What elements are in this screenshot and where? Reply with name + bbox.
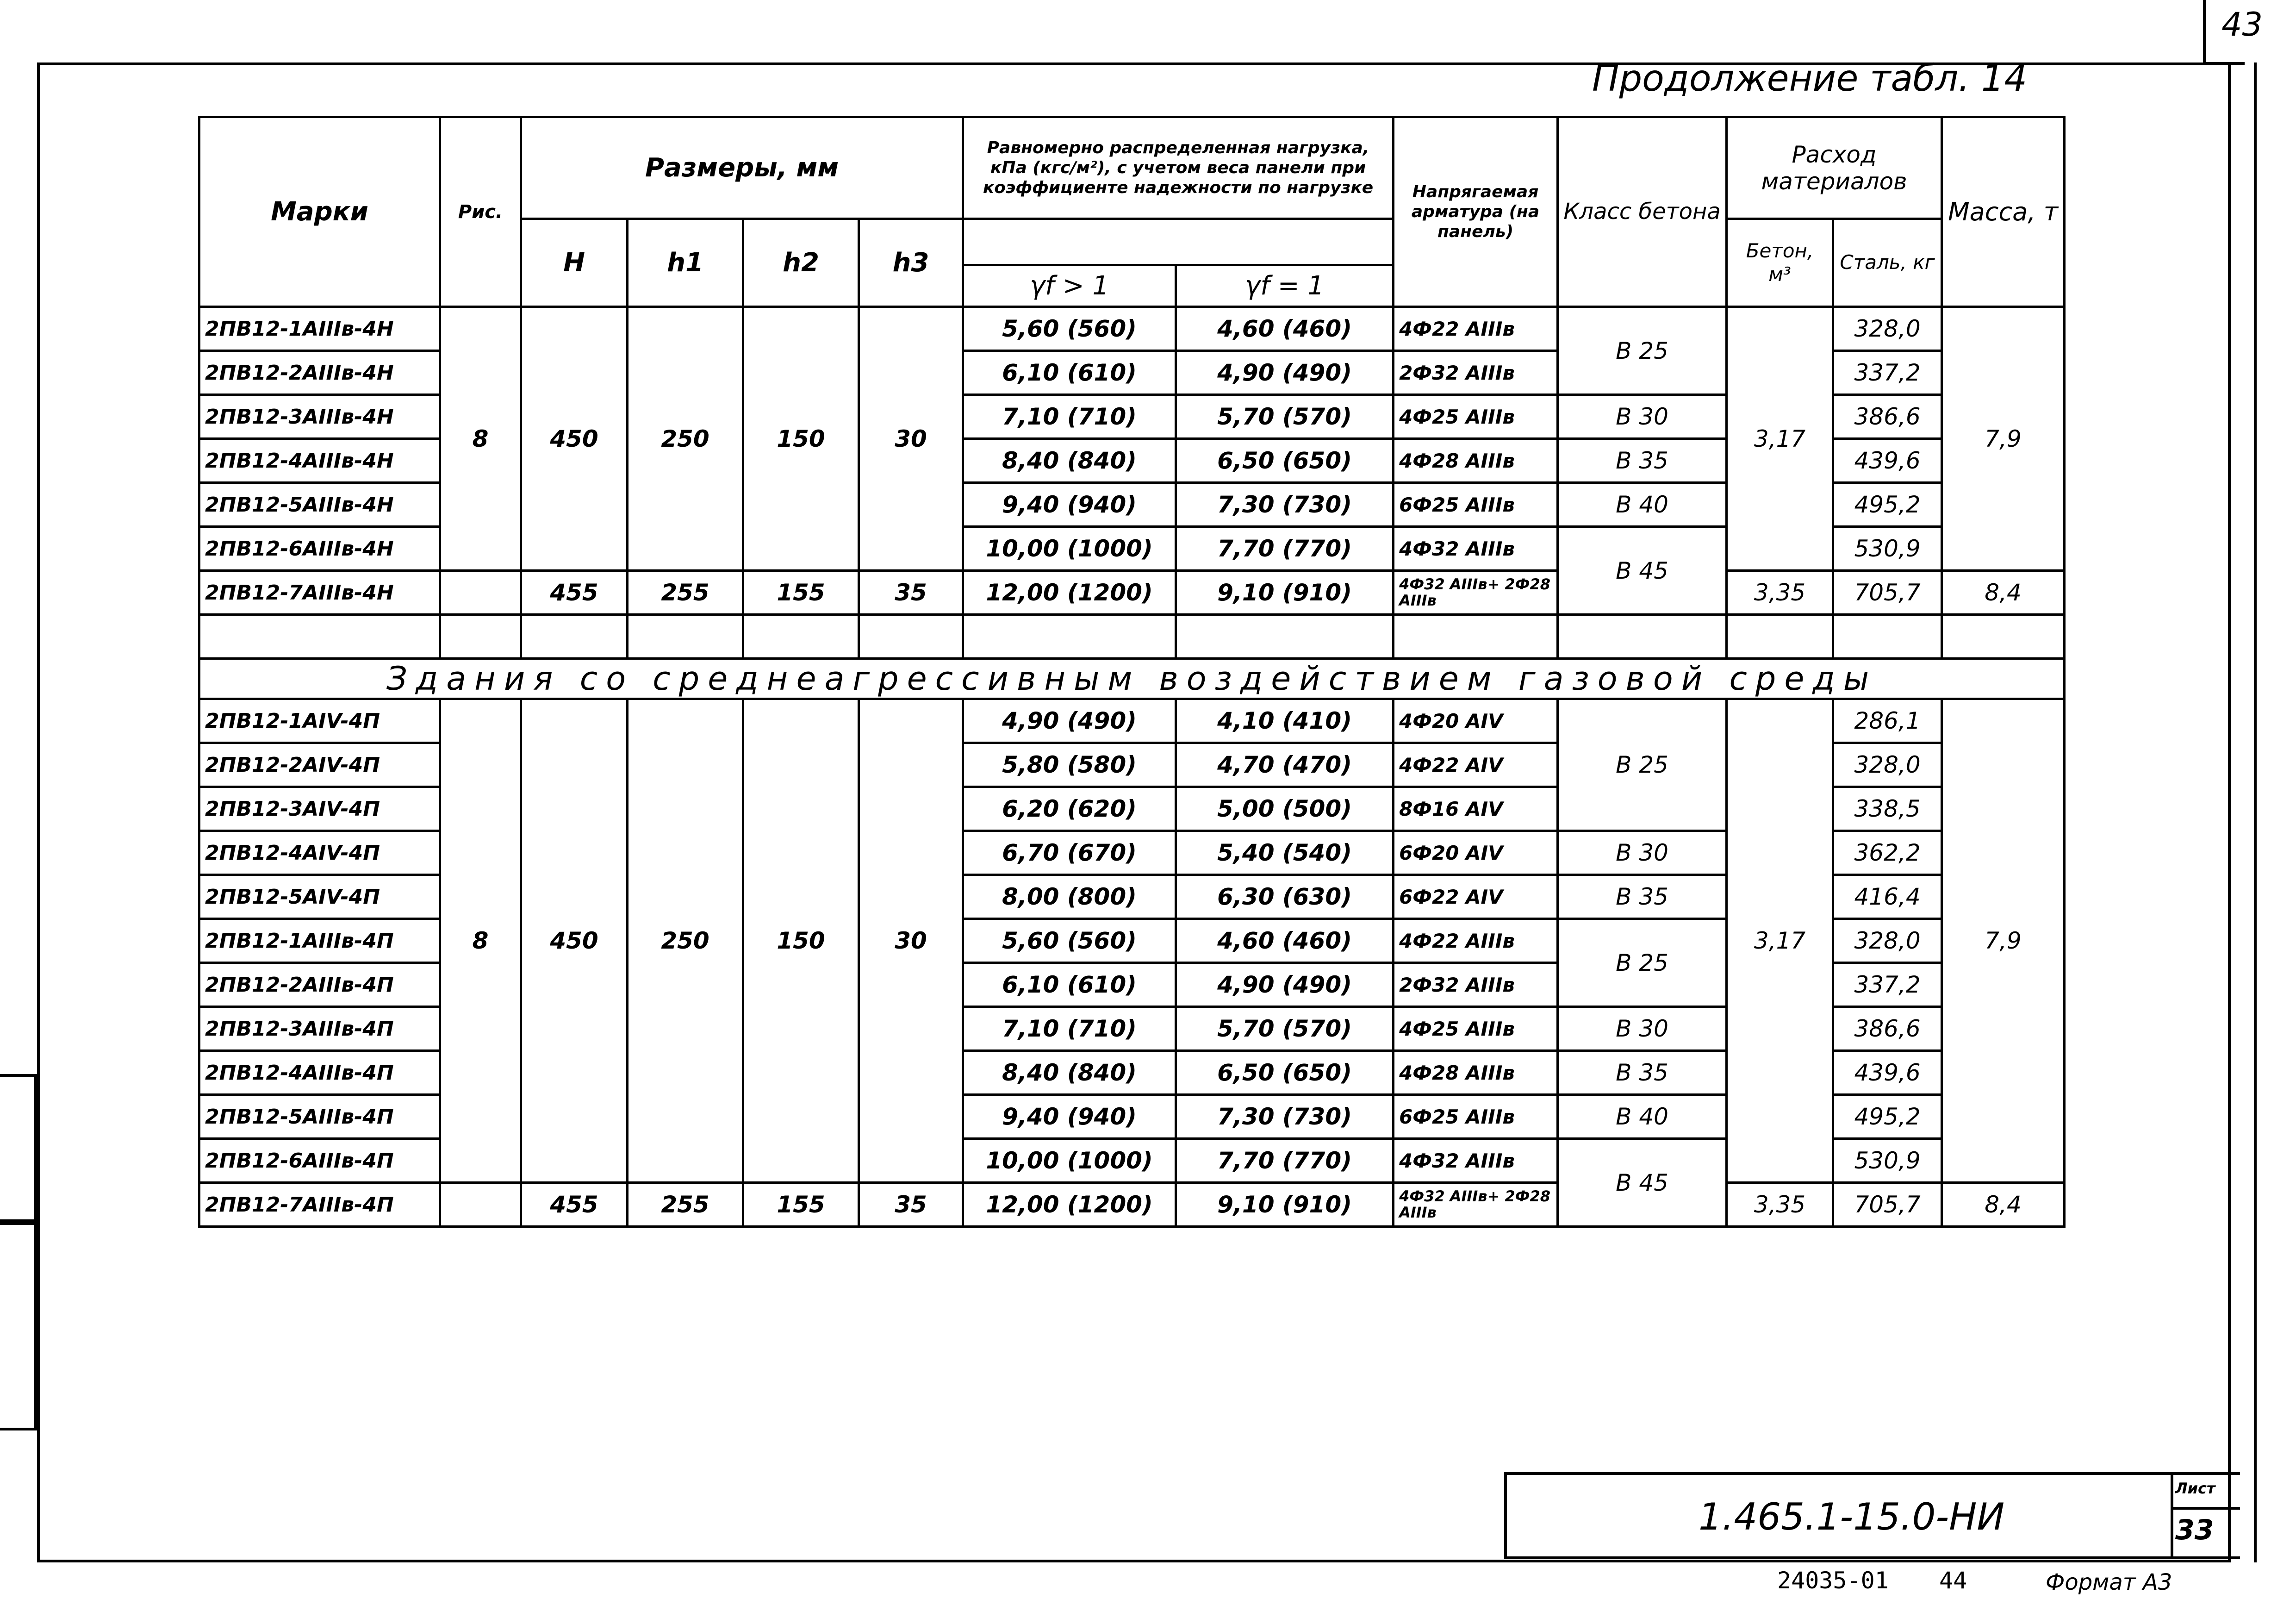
cell-steel: 337,2 [1833, 963, 1942, 1007]
cell-load-eq: 7,30 (730) [1176, 483, 1394, 527]
cell-fig: 8 [440, 307, 521, 571]
cell-steel: 386,6 [1833, 395, 1942, 439]
cell-fig: 8 [440, 699, 521, 1183]
cell-load-gt: 5,80 (580) [963, 743, 1176, 787]
cell-mark: 2ПВ12-2AIIIв-4Н [199, 351, 440, 395]
cell-steel: 495,2 [1833, 1095, 1942, 1139]
cell-mass: 8,4 [1942, 571, 2065, 615]
title-block-hline [2171, 1507, 2240, 1510]
cell-steel: 362,2 [1833, 831, 1942, 875]
cell-reinf: 6Ф22 AIV [1394, 875, 1558, 919]
cell-mark: 2ПВ12-3AIV-4П [199, 787, 440, 831]
cell-load-gt: 12,00 (1200) [963, 1183, 1176, 1227]
cell-mark: 2ПВ12-7AIIIв-4П [199, 1183, 440, 1227]
header-h2: h2 [743, 219, 859, 307]
cell-concrete: В 40 [1558, 483, 1727, 527]
cell-concrete: В 30 [1558, 395, 1727, 439]
cell-h1: 250 [628, 307, 743, 571]
cell-concrete: В 40 [1558, 1095, 1727, 1139]
cell-load-gt: 5,60 (560) [963, 919, 1176, 963]
page-number: 43 [2221, 6, 2263, 44]
cell-concrete: В 30 [1558, 831, 1727, 875]
cell-mark: 2ПВ12-1AIV-4П [199, 699, 440, 743]
cell-mark: 2ПВ12-5AIIIв-4Н [199, 483, 440, 527]
footer-number-44: 44 [1939, 1567, 1967, 1594]
cell-fig-empty [440, 571, 521, 615]
cell-load-eq: 6,50 (650) [1176, 1051, 1394, 1095]
binding-mark-bottom [0, 1222, 37, 1430]
cell-concrete-m3: 3,35 [1727, 571, 1833, 615]
cell-mark: 2ПВ12-6AIIIв-4Н [199, 527, 440, 571]
header-load-spacer [963, 219, 1394, 265]
cell-load-gt: 9,40 (940) [963, 483, 1176, 527]
cell-steel: 337,2 [1833, 351, 1942, 395]
section-title: Здания со среднеагрессивным воздействием газовой среды [199, 659, 2065, 699]
header-H: H [521, 219, 628, 307]
cell-load-eq: 5,70 (570) [1176, 395, 1394, 439]
cell-load-eq: 6,50 (650) [1176, 439, 1394, 483]
cell-mass: 7,9 [1942, 307, 2065, 571]
cell-steel: 328,0 [1833, 919, 1942, 963]
cell-steel: 286,1 [1833, 699, 1942, 743]
cell-load-eq: 6,30 (630) [1176, 875, 1394, 919]
header-steel-kg: Сталь, кг [1833, 219, 1942, 307]
cell-mark: 2ПВ12-7AIIIв-4Н [199, 571, 440, 615]
cell-mark: 2ПВ12-1AIIIв-4П [199, 919, 440, 963]
cell-mark: 2ПВ12-2AIV-4П [199, 743, 440, 787]
cell-steel: 338,5 [1833, 787, 1942, 831]
header-load-gt: γf > 1 [963, 265, 1176, 307]
cell-concrete: В 35 [1558, 1051, 1727, 1095]
cell-steel: 386,6 [1833, 1007, 1942, 1051]
cell-load-gt: 7,10 (710) [963, 1007, 1176, 1051]
cell-load-gt: 6,10 (610) [963, 963, 1176, 1007]
header-mass: Масса, т [1942, 117, 2065, 307]
cell-H: 455 [521, 1183, 628, 1227]
cell-concrete: В 35 [1558, 439, 1727, 483]
cell-h1: 255 [628, 1183, 743, 1227]
header-concrete-m3: Бетон, м³ [1727, 219, 1833, 307]
cell-H: 450 [521, 307, 628, 571]
cell-h2: 150 [743, 307, 859, 571]
cell-load-eq: 7,70 (770) [1176, 527, 1394, 571]
table-wrapper [198, 116, 2063, 1228]
header-mark: Марки [199, 117, 440, 307]
header-load: Равномерно распределенная нагрузка, кПа (кгс/м²), с учетом веса панели при коэффициенте надежности по нагрузке [963, 117, 1394, 219]
cell-reinf: 4Ф28 AIIIв [1394, 439, 1558, 483]
cell-mark: 2ПВ12-3AIIIв-4Н [199, 395, 440, 439]
header-h3: h3 [859, 219, 963, 307]
cell-concrete: В 45 [1558, 1139, 1727, 1227]
binding-mark-top [0, 1074, 37, 1222]
cell-steel: 705,7 [1833, 571, 1942, 615]
cell-h3: 30 [859, 699, 963, 1183]
cell-load-gt: 6,20 (620) [963, 787, 1176, 831]
cell-H: 450 [521, 699, 628, 1183]
cell-load-eq: 9,10 (910) [1176, 571, 1394, 615]
cell-load-eq: 5,40 (540) [1176, 831, 1394, 875]
cell-concrete: В 25 [1558, 307, 1727, 395]
cell-reinf: 4Ф32 AIIIв [1394, 527, 1558, 571]
cell-h3: 35 [859, 571, 963, 615]
cell-h2: 150 [743, 699, 859, 1183]
cell-steel: 495,2 [1833, 483, 1942, 527]
cell-steel: 328,0 [1833, 307, 1942, 351]
table-row [199, 699, 2065, 743]
cell-steel: 328,0 [1833, 743, 1942, 787]
cell-h1: 255 [628, 571, 743, 615]
cell-load-eq: 4,70 (470) [1176, 743, 1394, 787]
cell-mark: 2ПВ12-4AIIIв-4П [199, 1051, 440, 1095]
table-row [199, 307, 2065, 351]
cell-reinf: 4Ф22 AIIIв [1394, 919, 1558, 963]
cell-reinf: 4Ф32 AIIIв [1394, 1139, 1558, 1183]
cell-load-eq: 4,60 (460) [1176, 919, 1394, 963]
cell-load-eq: 4,60 (460) [1176, 307, 1394, 351]
cell-mark: 2ПВ12-5AIIIв-4П [199, 1095, 440, 1139]
cell-mark: 2ПВ12-4AIV-4П [199, 831, 440, 875]
cell-concrete: В 25 [1558, 919, 1727, 1007]
cell-reinf: 4Ф32 AIIIв+ 2Ф28 AIIIв [1394, 571, 1558, 615]
cell-reinf: 4Ф28 AIIIв [1394, 1051, 1558, 1095]
cell-load-eq: 7,30 (730) [1176, 1095, 1394, 1139]
cell-reinf: 6Ф20 AIV [1394, 831, 1558, 875]
cell-load-gt: 7,10 (710) [963, 395, 1176, 439]
cell-concrete: В 45 [1558, 527, 1727, 615]
cell-load-gt: 9,40 (940) [963, 1095, 1176, 1139]
cell-load-eq: 5,00 (500) [1176, 787, 1394, 831]
cell-mark: 2ПВ12-5AIV-4П [199, 875, 440, 919]
cell-steel: 705,7 [1833, 1183, 1942, 1227]
header-fig: Рис. [440, 117, 521, 307]
cell-h1: 250 [628, 699, 743, 1183]
document-code: 1.465.1-15.0-НИ [1699, 1495, 2005, 1538]
cell-load-gt: 4,90 (490) [963, 699, 1176, 743]
cell-load-gt: 5,60 (560) [963, 307, 1176, 351]
cell-load-eq: 9,10 (910) [1176, 1183, 1394, 1227]
cell-reinf: 2Ф32 AIIIв [1394, 963, 1558, 1007]
cell-reinf: 6Ф25 AIIIв [1394, 483, 1558, 527]
cell-h3: 30 [859, 307, 963, 571]
header-materials: Расход материалов [1727, 117, 1942, 219]
cell-reinf: 4Ф25 AIIIв [1394, 1007, 1558, 1051]
cell-steel: 416,4 [1833, 875, 1942, 919]
cell-fig-empty [440, 1183, 521, 1227]
cell-h3: 35 [859, 1183, 963, 1227]
cell-mass: 7,9 [1942, 699, 2065, 1183]
table-row [199, 1183, 2065, 1227]
cell-reinf: 4Ф20 AIV [1394, 699, 1558, 743]
header-load-eq: γf = 1 [1176, 265, 1394, 307]
cell-h2: 155 [743, 1183, 859, 1227]
footer-inventory-number: 24035-01 [1777, 1567, 1889, 1594]
cell-load-eq: 5,70 (570) [1176, 1007, 1394, 1051]
title-block-divider [2171, 1472, 2173, 1559]
cell-load-eq: 4,90 (490) [1176, 351, 1394, 395]
cell-load-gt: 8,40 (840) [963, 1051, 1176, 1095]
sheet-label: Лист [2175, 1480, 2215, 1497]
cell-load-eq: 7,70 (770) [1176, 1139, 1394, 1183]
cell-steel: 530,9 [1833, 1139, 1942, 1183]
cell-reinf: 4Ф22 AIV [1394, 743, 1558, 787]
cell-concrete-m3: 3,35 [1727, 1183, 1833, 1227]
section-row [199, 659, 2065, 699]
footer-format: Формат А3 [2046, 1569, 2172, 1595]
header-concrete: Класс бетона [1558, 117, 1727, 307]
cell-steel: 530,9 [1833, 527, 1942, 571]
cell-h2: 155 [743, 571, 859, 615]
header-h1: h1 [628, 219, 743, 307]
header-dims: Размеры, мм [521, 117, 963, 219]
cell-load-gt: 10,00 (1000) [963, 527, 1176, 571]
cell-concrete-m3: 3,17 [1727, 699, 1833, 1183]
table-row [199, 571, 2065, 615]
cell-steel: 439,6 [1833, 1051, 1942, 1095]
cell-mark: 2ПВ12-3AIIIв-4П [199, 1007, 440, 1051]
cell-load-gt: 12,00 (1200) [963, 571, 1176, 615]
cell-concrete: В 25 [1558, 699, 1727, 831]
cell-steel: 439,6 [1833, 439, 1942, 483]
cell-mass: 8,4 [1942, 1183, 2065, 1227]
table-row-empty [199, 615, 2065, 659]
cell-concrete: В 30 [1558, 1007, 1727, 1051]
cell-reinf: 2Ф32 AIIIв [1394, 351, 1558, 395]
cell-reinf: 8Ф16 AIV [1394, 787, 1558, 831]
cell-load-gt: 6,70 (670) [963, 831, 1176, 875]
cell-reinf: 4Ф25 AIIIв [1394, 395, 1558, 439]
cell-load-gt: 6,10 (610) [963, 351, 1176, 395]
cell-load-eq: 4,10 (410) [1176, 699, 1394, 743]
cell-reinf: 4Ф32 AIIIв+ 2Ф28 AIIIв [1394, 1183, 1558, 1227]
cell-mark: 2ПВ12-6AIIIв-4П [199, 1139, 440, 1183]
right-rule [2254, 62, 2257, 1562]
cell-H: 455 [521, 571, 628, 615]
cell-mark: 2ПВ12-4AIIIв-4Н [199, 439, 440, 483]
cell-mark: 2ПВ12-1AIIIв-4Н [199, 307, 440, 351]
cell-reinf: 6Ф25 AIIIв [1394, 1095, 1558, 1139]
cell-load-gt: 8,40 (840) [963, 439, 1176, 483]
data-table [198, 116, 2066, 1228]
table-caption: Продолжение табл. 14 [1592, 58, 2028, 100]
cell-load-gt: 8,00 (800) [963, 875, 1176, 919]
cell-concrete: В 35 [1558, 875, 1727, 919]
header-reinf: Напрягаемая арматура (на панель) [1394, 117, 1558, 307]
cell-reinf: 4Ф22 AIIIв [1394, 307, 1558, 351]
cell-mark: 2ПВ12-2AIIIв-4П [199, 963, 440, 1007]
cell-load-eq: 4,90 (490) [1176, 963, 1394, 1007]
sheet-number: 33 [2175, 1514, 2214, 1546]
cell-load-gt: 10,00 (1000) [963, 1139, 1176, 1183]
cell-concrete-m3: 3,17 [1727, 307, 1833, 571]
